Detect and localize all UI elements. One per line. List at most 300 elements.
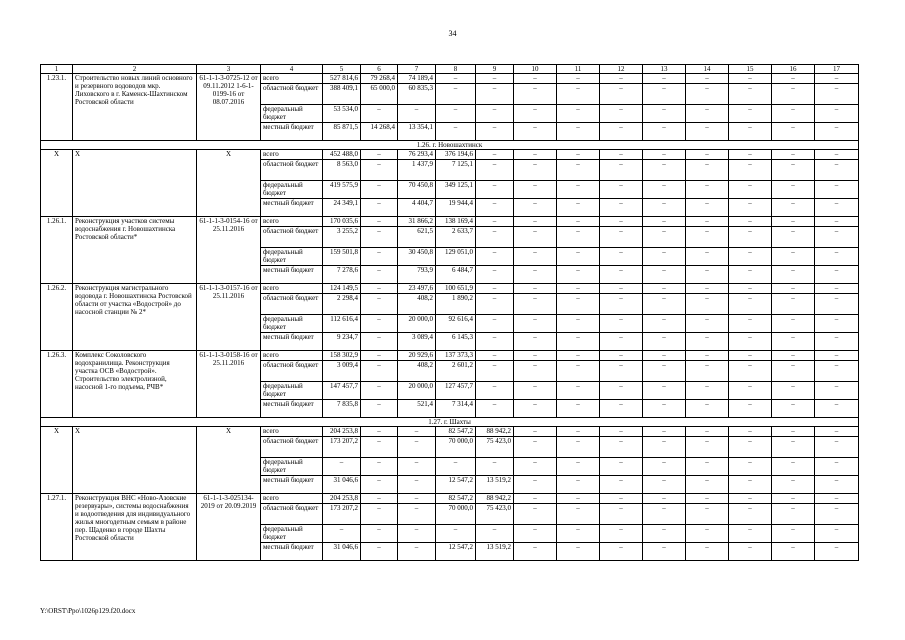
- amount-cell: –: [476, 248, 514, 266]
- amount-cell: 13 519,2: [476, 476, 514, 494]
- funding-source: федеральный бюджет: [261, 315, 323, 333]
- amount-cell: –: [361, 266, 398, 284]
- row-name: Реконструкция участков системы водоснабжения г. Новошахтинска Ростовской области*: [73, 217, 197, 284]
- amount-cell: –: [361, 400, 398, 418]
- amount-cell: –: [815, 427, 859, 437]
- amount-cell: 20 929,6: [398, 351, 436, 361]
- amount-cell: –: [600, 150, 643, 160]
- amount-cell: 70 450,8: [398, 181, 436, 199]
- amount-cell: 2 298,4: [323, 294, 361, 315]
- amount-cell: –: [514, 494, 557, 504]
- amount-cell: 12 547,2: [436, 543, 476, 561]
- amount-cell: –: [686, 427, 729, 437]
- amount-cell: –: [729, 427, 772, 437]
- amount-cell: –: [729, 400, 772, 418]
- amount-cell: –: [772, 105, 815, 123]
- amount-cell: –: [361, 382, 398, 400]
- funding-source: областной бюджет: [261, 361, 323, 382]
- amount-cell: –: [729, 458, 772, 476]
- amount-cell: –: [600, 525, 643, 543]
- amount-cell: 3 009,4: [323, 361, 361, 382]
- funding-source: областной бюджет: [261, 160, 323, 181]
- amount-cell: –: [815, 382, 859, 400]
- amount-cell: –: [436, 458, 476, 476]
- amount-cell: –: [772, 150, 815, 160]
- amount-cell: 6 145,3: [436, 333, 476, 351]
- row-doc: 61-1-1-3-025134-2019 от 20.09.2019: [197, 494, 261, 561]
- amount-cell: –: [557, 400, 600, 418]
- amount-cell: –: [643, 181, 686, 199]
- amount-cell: 204 253,8: [323, 494, 361, 504]
- amount-cell: –: [600, 84, 643, 105]
- amount-cell: –: [772, 382, 815, 400]
- amount-cell: –: [729, 105, 772, 123]
- amount-cell: –: [815, 494, 859, 504]
- amount-cell: –: [600, 315, 643, 333]
- funding-source: федеральный бюджет: [261, 248, 323, 266]
- amount-cell: –: [815, 150, 859, 160]
- row-name: Реконструкция магистрального водовода г. Новошахтинска Ростовской области от участка «Водострой» до насосной станции № 2*: [73, 284, 197, 351]
- amount-cell: –: [772, 458, 815, 476]
- header-col-number: 9: [476, 65, 514, 74]
- amount-cell: –: [643, 382, 686, 400]
- amount-cell: –: [557, 181, 600, 199]
- amount-cell: –: [514, 476, 557, 494]
- amount-cell: –: [514, 123, 557, 141]
- amount-cell: –: [398, 543, 436, 561]
- amount-cell: 4 404,7: [398, 199, 436, 217]
- amount-cell: 74 189,4: [398, 74, 436, 84]
- amount-cell: 127 457,7: [436, 382, 476, 400]
- amount-cell: –: [361, 284, 398, 294]
- amount-cell: –: [815, 525, 859, 543]
- amount-cell: –: [476, 227, 514, 248]
- amount-cell: –: [643, 266, 686, 284]
- amount-cell: –: [815, 476, 859, 494]
- amount-cell: –: [772, 361, 815, 382]
- amount-cell: –: [729, 525, 772, 543]
- amount-cell: –: [772, 181, 815, 199]
- amount-cell: –: [643, 494, 686, 504]
- amount-cell: 137 373,3: [436, 351, 476, 361]
- amount-cell: –: [815, 315, 859, 333]
- amount-cell: –: [643, 361, 686, 382]
- row-doc: 61-1-1-3-0158-16 от 25.11.2016: [197, 351, 261, 418]
- row-code: Х: [41, 150, 73, 217]
- amount-cell: –: [686, 74, 729, 84]
- row-code: Х: [41, 427, 73, 494]
- amount-cell: –: [729, 476, 772, 494]
- amount-cell: –: [514, 543, 557, 561]
- amount-cell: –: [729, 74, 772, 84]
- table-row: [41, 351, 859, 361]
- amount-cell: –: [361, 427, 398, 437]
- footer-path: Y:\ORST\Ppo\1026p129.f20.docx: [40, 607, 136, 615]
- amount-cell: –: [643, 333, 686, 351]
- amount-cell: –: [361, 351, 398, 361]
- amount-cell: –: [514, 361, 557, 382]
- investment-table: [40, 64, 859, 561]
- amount-cell: 13 519,2: [476, 543, 514, 561]
- table-body: [41, 65, 859, 561]
- amount-cell: –: [557, 525, 600, 543]
- amount-cell: –: [557, 105, 600, 123]
- amount-cell: –: [398, 105, 436, 123]
- header-col-number: 16: [772, 65, 815, 74]
- row-name: Х: [73, 427, 197, 494]
- amount-cell: –: [514, 382, 557, 400]
- funding-source: местный бюджет: [261, 199, 323, 217]
- amount-cell: –: [398, 458, 436, 476]
- amount-cell: 158 302,9: [323, 351, 361, 361]
- amount-cell: –: [643, 315, 686, 333]
- amount-cell: 1 437,9: [398, 160, 436, 181]
- amount-cell: –: [514, 427, 557, 437]
- amount-cell: –: [772, 543, 815, 561]
- amount-cell: –: [361, 315, 398, 333]
- amount-cell: –: [361, 227, 398, 248]
- amount-cell: –: [815, 199, 859, 217]
- amount-cell: –: [600, 266, 643, 284]
- amount-cell: –: [772, 123, 815, 141]
- amount-cell: –: [729, 227, 772, 248]
- amount-cell: –: [557, 284, 600, 294]
- amount-cell: –: [772, 351, 815, 361]
- amount-cell: –: [557, 351, 600, 361]
- amount-cell: –: [514, 160, 557, 181]
- amount-cell: –: [514, 400, 557, 418]
- amount-cell: 31 046,6: [323, 543, 361, 561]
- amount-cell: –: [815, 248, 859, 266]
- amount-cell: –: [643, 284, 686, 294]
- amount-cell: –: [643, 476, 686, 494]
- amount-cell: –: [772, 315, 815, 333]
- amount-cell: –: [815, 351, 859, 361]
- amount-cell: –: [686, 458, 729, 476]
- amount-cell: –: [643, 227, 686, 248]
- header-col-number: 17: [815, 65, 859, 74]
- amount-cell: –: [600, 437, 643, 458]
- amount-cell: –: [686, 181, 729, 199]
- amount-cell: –: [361, 437, 398, 458]
- amount-cell: –: [361, 476, 398, 494]
- amount-cell: –: [514, 333, 557, 351]
- amount-cell: –: [772, 266, 815, 284]
- amount-cell: –: [361, 248, 398, 266]
- amount-cell: –: [729, 333, 772, 351]
- amount-cell: –: [514, 248, 557, 266]
- amount-cell: –: [729, 150, 772, 160]
- row-code: 1.26.3.: [41, 351, 73, 418]
- funding-source: федеральный бюджет: [261, 382, 323, 400]
- row-code: 1.27.1.: [41, 494, 73, 561]
- amount-cell: –: [476, 84, 514, 105]
- amount-cell: –: [686, 494, 729, 504]
- amount-cell: 408,2: [398, 361, 436, 382]
- amount-cell: –: [815, 123, 859, 141]
- amount-cell: 452 488,0: [323, 150, 361, 160]
- amount-cell: –: [514, 458, 557, 476]
- amount-cell: –: [557, 361, 600, 382]
- table-row: [41, 74, 859, 84]
- amount-cell: –: [686, 400, 729, 418]
- amount-cell: –: [772, 248, 815, 266]
- amount-cell: –: [772, 427, 815, 437]
- amount-cell: 100 651,9: [436, 284, 476, 294]
- amount-cell: –: [557, 266, 600, 284]
- row-code: 1.26.2.: [41, 284, 73, 351]
- section-row: [41, 141, 859, 150]
- amount-cell: –: [600, 504, 643, 525]
- amount-cell: –: [643, 294, 686, 315]
- amount-cell: –: [476, 294, 514, 315]
- amount-cell: –: [476, 361, 514, 382]
- amount-cell: –: [772, 217, 815, 227]
- row-doc: Х: [197, 150, 261, 217]
- amount-cell: –: [476, 284, 514, 294]
- amount-cell: –: [815, 74, 859, 84]
- amount-cell: 349 125,1: [436, 181, 476, 199]
- amount-cell: –: [686, 123, 729, 141]
- amount-cell: –: [772, 437, 815, 458]
- header-col-number: 14: [686, 65, 729, 74]
- amount-cell: –: [815, 217, 859, 227]
- amount-cell: –: [772, 494, 815, 504]
- amount-cell: –: [557, 160, 600, 181]
- amount-cell: 65 000,0: [361, 84, 398, 105]
- amount-cell: –: [643, 248, 686, 266]
- amount-cell: –: [514, 266, 557, 284]
- funding-source: местный бюджет: [261, 400, 323, 418]
- row-doc: Х: [197, 427, 261, 494]
- funding-source: всего: [261, 217, 323, 227]
- amount-cell: –: [361, 361, 398, 382]
- amount-cell: –: [643, 84, 686, 105]
- amount-cell: 24 349,1: [323, 199, 361, 217]
- amount-cell: –: [643, 543, 686, 561]
- amount-cell: –: [398, 437, 436, 458]
- amount-cell: –: [361, 504, 398, 525]
- amount-cell: –: [476, 199, 514, 217]
- amount-cell: –: [600, 181, 643, 199]
- amount-cell: –: [361, 150, 398, 160]
- amount-cell: –: [772, 294, 815, 315]
- amount-cell: 1 890,2: [436, 294, 476, 315]
- amount-cell: –: [476, 105, 514, 123]
- funding-source: всего: [261, 351, 323, 361]
- amount-cell: 2 633,7: [436, 227, 476, 248]
- amount-cell: 173 207,2: [323, 437, 361, 458]
- amount-cell: 124 149,5: [323, 284, 361, 294]
- header-row: [41, 65, 859, 74]
- amount-cell: 53 534,0: [323, 105, 361, 123]
- amount-cell: 408,2: [398, 294, 436, 315]
- amount-cell: 793,9: [398, 266, 436, 284]
- amount-cell: –: [643, 150, 686, 160]
- amount-cell: 170 035,6: [323, 217, 361, 227]
- funding-source: местный бюджет: [261, 476, 323, 494]
- amount-cell: –: [729, 199, 772, 217]
- section-row: [41, 418, 859, 427]
- amount-cell: 147 457,7: [323, 382, 361, 400]
- amount-cell: –: [557, 74, 600, 84]
- header-col-number: 3: [197, 65, 261, 74]
- amount-cell: –: [643, 199, 686, 217]
- amount-cell: –: [361, 294, 398, 315]
- amount-cell: –: [600, 382, 643, 400]
- amount-cell: –: [600, 427, 643, 437]
- amount-cell: –: [514, 504, 557, 525]
- amount-cell: –: [815, 543, 859, 561]
- amount-cell: –: [772, 333, 815, 351]
- amount-cell: –: [686, 294, 729, 315]
- amount-cell: –: [729, 181, 772, 199]
- amount-cell: –: [729, 351, 772, 361]
- amount-cell: –: [514, 227, 557, 248]
- amount-cell: –: [772, 227, 815, 248]
- amount-cell: 20 000,0: [398, 382, 436, 400]
- amount-cell: –: [476, 315, 514, 333]
- amount-cell: –: [514, 217, 557, 227]
- header-col-number: 5: [323, 65, 361, 74]
- amount-cell: –: [729, 123, 772, 141]
- amount-cell: –: [772, 74, 815, 84]
- amount-cell: –: [557, 248, 600, 266]
- header-col-number: 11: [557, 65, 600, 74]
- amount-cell: –: [815, 400, 859, 418]
- amount-cell: –: [398, 525, 436, 543]
- amount-cell: –: [476, 382, 514, 400]
- amount-cell: 23 497,6: [398, 284, 436, 294]
- amount-cell: –: [600, 284, 643, 294]
- amount-cell: –: [772, 525, 815, 543]
- amount-cell: 7 278,6: [323, 266, 361, 284]
- funding-source: областной бюджет: [261, 437, 323, 458]
- table-row: [41, 284, 859, 294]
- amount-cell: –: [686, 333, 729, 351]
- amount-cell: –: [323, 525, 361, 543]
- funding-source: всего: [261, 150, 323, 160]
- amount-cell: –: [815, 361, 859, 382]
- amount-cell: 88 942,2: [476, 427, 514, 437]
- amount-cell: –: [476, 123, 514, 141]
- amount-cell: –: [600, 333, 643, 351]
- amount-cell: –: [600, 294, 643, 315]
- amount-cell: 82 547,2: [436, 427, 476, 437]
- amount-cell: 621,5: [398, 227, 436, 248]
- amount-cell: –: [557, 427, 600, 437]
- amount-cell: –: [361, 458, 398, 476]
- amount-cell: –: [686, 476, 729, 494]
- amount-cell: –: [361, 525, 398, 543]
- funding-source: местный бюджет: [261, 333, 323, 351]
- header-col-number: 10: [514, 65, 557, 74]
- amount-cell: –: [514, 525, 557, 543]
- amount-cell: 388 409,1: [323, 84, 361, 105]
- amount-cell: –: [514, 84, 557, 105]
- amount-cell: –: [476, 400, 514, 418]
- row-code: 1.26.1.: [41, 217, 73, 284]
- amount-cell: 31 046,6: [323, 476, 361, 494]
- amount-cell: –: [557, 458, 600, 476]
- amount-cell: 75 423,0: [476, 437, 514, 458]
- amount-cell: –: [815, 333, 859, 351]
- amount-cell: –: [772, 84, 815, 105]
- amount-cell: 13 354,1: [398, 123, 436, 141]
- amount-cell: –: [643, 458, 686, 476]
- amount-cell: –: [815, 266, 859, 284]
- amount-cell: –: [729, 382, 772, 400]
- funding-source: всего: [261, 74, 323, 84]
- amount-cell: 60 835,3: [398, 84, 436, 105]
- amount-cell: –: [643, 123, 686, 141]
- amount-cell: –: [600, 361, 643, 382]
- row-doc: 61-1-1-3-0154-16 от 25.11.2016: [197, 217, 261, 284]
- amount-cell: –: [557, 382, 600, 400]
- amount-cell: 129 051,0: [436, 248, 476, 266]
- amount-cell: –: [686, 248, 729, 266]
- header-col-number: 15: [729, 65, 772, 74]
- amount-cell: 138 169,4: [436, 217, 476, 227]
- amount-cell: –: [686, 217, 729, 227]
- table-row: [41, 427, 859, 437]
- amount-cell: –: [476, 150, 514, 160]
- funding-source: местный бюджет: [261, 266, 323, 284]
- row-name: Х: [73, 150, 197, 217]
- amount-cell: –: [686, 315, 729, 333]
- amount-cell: –: [476, 351, 514, 361]
- amount-cell: –: [557, 333, 600, 351]
- section-title: 1.27. г. Шахты: [41, 418, 859, 427]
- amount-cell: –: [398, 476, 436, 494]
- amount-cell: –: [436, 74, 476, 84]
- page-number: 34: [448, 29, 457, 38]
- amount-cell: –: [600, 199, 643, 217]
- amount-cell: 79 268,4: [361, 74, 398, 84]
- amount-cell: –: [476, 160, 514, 181]
- amount-cell: –: [815, 160, 859, 181]
- amount-cell: –: [686, 105, 729, 123]
- amount-cell: –: [815, 437, 859, 458]
- amount-cell: 112 616,4: [323, 315, 361, 333]
- amount-cell: –: [600, 543, 643, 561]
- amount-cell: –: [514, 315, 557, 333]
- funding-source: всего: [261, 494, 323, 504]
- amount-cell: –: [600, 217, 643, 227]
- amount-cell: –: [686, 199, 729, 217]
- amount-cell: –: [436, 105, 476, 123]
- amount-cell: –: [643, 74, 686, 84]
- amount-cell: –: [729, 284, 772, 294]
- amount-cell: 20 000,0: [398, 315, 436, 333]
- header-col-number: 12: [600, 65, 643, 74]
- amount-cell: –: [557, 227, 600, 248]
- amount-cell: 9 234,7: [323, 333, 361, 351]
- amount-cell: –: [600, 494, 643, 504]
- amount-cell: –: [514, 284, 557, 294]
- amount-cell: –: [476, 525, 514, 543]
- table-row: [41, 217, 859, 227]
- amount-cell: 7 835,8: [323, 400, 361, 418]
- amount-cell: –: [361, 217, 398, 227]
- amount-cell: 8 563,0: [323, 160, 361, 181]
- amount-cell: –: [729, 294, 772, 315]
- amount-cell: –: [815, 294, 859, 315]
- amount-cell: –: [686, 361, 729, 382]
- amount-cell: –: [815, 504, 859, 525]
- amount-cell: –: [729, 315, 772, 333]
- header-col-number: 2: [73, 65, 197, 74]
